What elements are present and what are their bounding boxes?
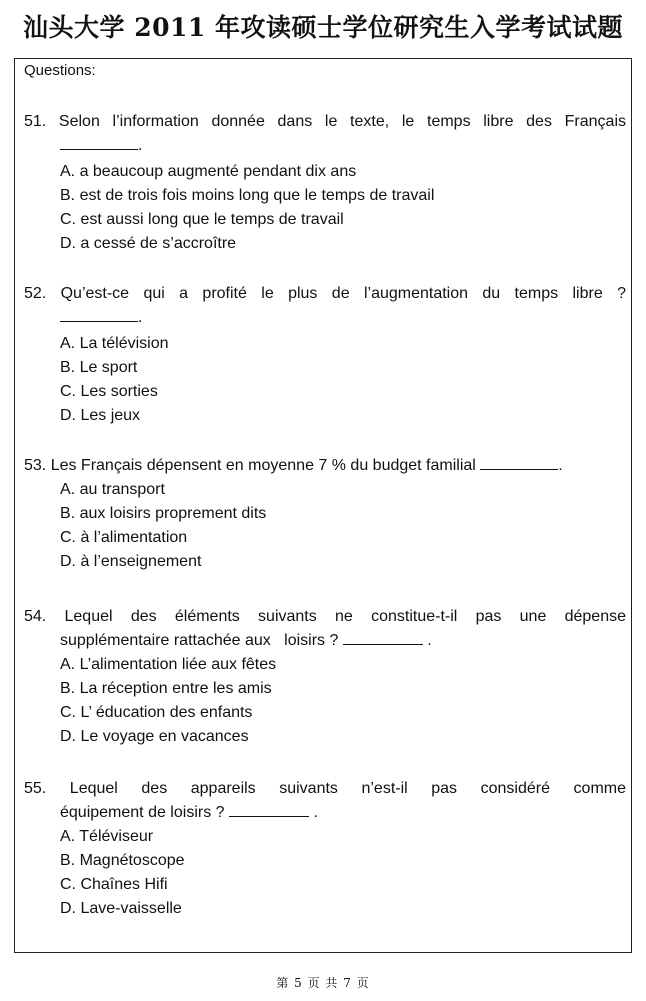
question-stem-line2-text: équipement de loisirs ? [60, 804, 225, 821]
answer-blank [229, 802, 309, 817]
question-stem [24, 605, 626, 653]
answer-blank [60, 135, 138, 150]
question-stem [24, 110, 626, 158]
option-d: D. Le voyage en vacances [60, 728, 249, 745]
option-a: A. Téléviseur [60, 828, 154, 845]
page-number: 第 5 页 共 7 页 [276, 976, 370, 990]
question-stem-line-2 [24, 134, 626, 158]
option-d: D. Les jeux [60, 407, 141, 424]
answer-blank [60, 307, 138, 322]
options-list [24, 478, 626, 574]
question-stem-line-2 [24, 801, 626, 825]
stem-end: . [427, 632, 432, 649]
options-list [24, 332, 626, 428]
stem-end: . [558, 457, 563, 474]
question-51 [24, 110, 626, 256]
option-a: A. La télévision [60, 335, 169, 352]
options-list [24, 825, 626, 921]
option-c: C. Chaînes Hifi [60, 876, 168, 893]
option-b: B. La réception entre les amis [60, 680, 272, 697]
stem-end: . [138, 137, 143, 154]
question-53 [24, 454, 626, 574]
option-c: C. Les sorties [60, 383, 158, 400]
option-c: C. à l’alimentation [60, 529, 188, 546]
option-b: B. Le sport [60, 359, 138, 376]
stem-end: . [138, 309, 143, 326]
option-b: B. aux loisirs proprement dits [60, 505, 267, 522]
question-stem-line-2 [24, 306, 626, 330]
stem-end: . [313, 804, 318, 821]
option-d: D. a cessé de s’accroître [60, 235, 237, 252]
question-stem-line: 54. Lequel des éléments suivants ne constitue-t-il pas une dépense [24, 608, 626, 625]
answer-blank [343, 630, 423, 645]
exam-title: 汕头大学 2011 年攻读硕士学位研究生入学考试试题 [23, 13, 623, 42]
questions-label: Questions: [24, 62, 96, 79]
question-stem [24, 454, 626, 478]
option-b: B. Magnétoscope [60, 852, 185, 869]
option-d: D. à l’enseignement [60, 553, 202, 570]
question-stem-line-2 [24, 629, 626, 653]
option-c: C. L’ éducation des enfants [60, 704, 253, 721]
options-list [24, 653, 626, 749]
question-54 [24, 605, 626, 749]
question-52 [24, 282, 626, 428]
question-stem-line: 53. Les Français dépensent en moyenne 7 % du budget familial [24, 457, 476, 474]
question-55 [24, 777, 626, 921]
question-stem [24, 777, 626, 825]
question-stem-line: 52. Qu’est-ce qui a profité le plus de l’augmentation du temps libre ? [24, 285, 626, 302]
options-list [24, 160, 626, 256]
question-stem [24, 282, 626, 330]
question-stem-line: 55. Lequel des appareils suivants n’est-il pas considéré comme [24, 780, 626, 797]
option-d: D. Lave-vaisselle [60, 900, 182, 917]
option-a: A. a beaucoup augmenté pendant dix ans [60, 163, 357, 180]
option-c: C. est aussi long que le temps de travail [60, 211, 344, 228]
option-a: A. au transport [60, 481, 165, 498]
question-stem-line: 51. Selon l’information donnée dans le texte, le temps libre des Français [24, 113, 626, 130]
answer-blank [480, 455, 558, 470]
question-stem-line2-text: supplémentaire rattachée aux loisirs ? [60, 632, 339, 649]
option-a: A. L’alimentation liée aux fêtes [60, 656, 277, 673]
option-b: B. est de trois fois moins long que le temps de travail [60, 187, 435, 204]
